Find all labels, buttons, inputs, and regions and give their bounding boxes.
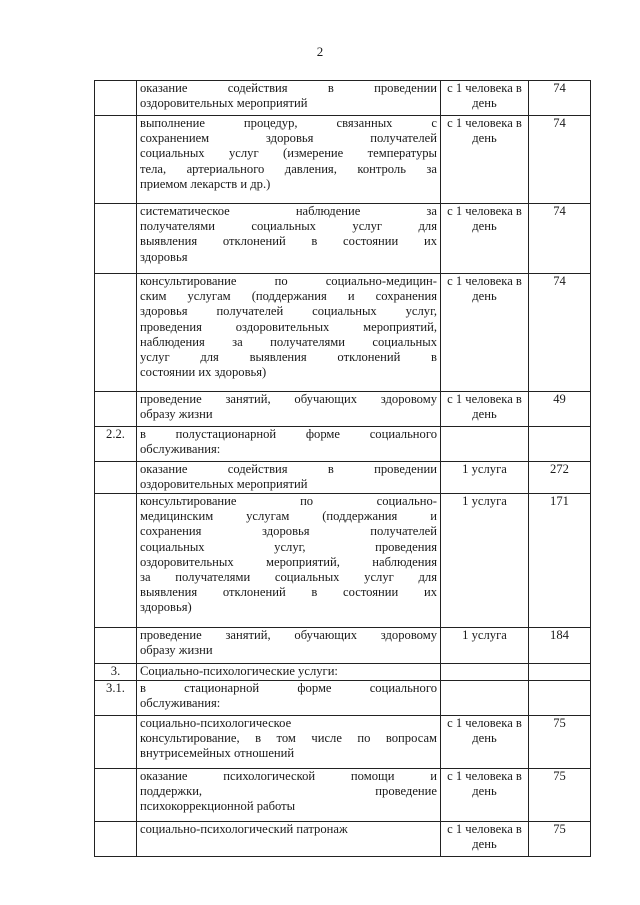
- unit-of-service: с 1 человека в день: [441, 716, 529, 769]
- page-number: 2: [316, 44, 324, 59]
- unit-of-service: с 1 человека в день: [441, 81, 529, 116]
- service-name: [137, 681, 441, 716]
- table-row: [95, 664, 591, 681]
- table-row: [95, 462, 591, 494]
- service-name-line: оказание психологической помощи и: [140, 769, 437, 783]
- table-row: [95, 81, 591, 116]
- tariff-value: 75: [529, 822, 591, 857]
- service-name-line: образу жизни: [140, 643, 213, 658]
- tariff-value: 74: [529, 116, 591, 204]
- service-name-line: за получателями социальных услуг для: [140, 570, 437, 585]
- row-number: 3.1.: [95, 681, 137, 716]
- service-name-line: приемом лекарств и др.): [140, 176, 271, 191]
- unit-of-service: 1 услуга: [441, 462, 529, 494]
- service-name: [137, 274, 441, 392]
- table-row: [95, 116, 591, 204]
- unit-of-service: с 1 человека в день: [441, 274, 529, 392]
- tariff-value: 171: [529, 494, 591, 628]
- tariff-value: 49: [529, 392, 591, 427]
- service-name: [137, 204, 441, 274]
- service-name-line: поддержки, проведение: [140, 784, 437, 799]
- unit-of-service: с 1 человека в день: [441, 204, 529, 274]
- service-name-line: сохранением здоровья получателей: [140, 131, 437, 146]
- table-row: [95, 494, 591, 628]
- service-name-line: социальных услуг, проведения: [140, 539, 437, 554]
- tariff-value: 184: [529, 628, 591, 664]
- service-name-line: медицинским услугам (поддержания и: [140, 509, 437, 524]
- tariff-table: [94, 80, 591, 857]
- service-name-line: выявления отклонений в состоянии их: [140, 234, 437, 249]
- tariff-value: 74: [529, 204, 591, 274]
- unit-of-service: с 1 человека в день: [441, 392, 529, 427]
- service-name-line: в полустационарной форме социального: [140, 427, 437, 441]
- service-name: [137, 716, 441, 769]
- service-name-line: выявления отклонений в состоянии их: [140, 585, 437, 600]
- row-number: [95, 392, 137, 427]
- tariff-value: [529, 681, 591, 716]
- service-name-line: оздоровительных мероприятий: [140, 96, 308, 111]
- table-row: [95, 274, 591, 392]
- service-name-line: социально-психологическое: [140, 716, 292, 730]
- row-number: [95, 204, 137, 274]
- service-name-line: в стационарной форме социального: [140, 681, 437, 695]
- service-name-line: систематическое наблюдение за: [140, 204, 437, 218]
- row-number: [95, 822, 137, 857]
- table-row: [95, 769, 591, 822]
- service-name-line: сохранения здоровья получателей: [140, 524, 437, 539]
- service-name-line: консультирование, в том числе по вопросам: [140, 731, 437, 746]
- table-row: [95, 427, 591, 462]
- tariff-value: [529, 664, 591, 681]
- service-name: [137, 81, 441, 116]
- service-name-line: консультирование по социально-: [140, 494, 437, 508]
- unit-of-service: [441, 427, 529, 462]
- table-row: [95, 822, 591, 857]
- row-number: [95, 462, 137, 494]
- service-name: [137, 427, 441, 462]
- service-name: [137, 494, 441, 628]
- service-name: [137, 628, 441, 664]
- service-name-line: проведения оздоровительных мероприятий,: [140, 319, 437, 334]
- service-name: [137, 462, 441, 494]
- service-name-line: получателями социальных услуг для: [140, 219, 437, 234]
- unit-of-service: [441, 681, 529, 716]
- tariff-value: 75: [529, 716, 591, 769]
- service-name-line: консультирование по социально-медицин-: [140, 274, 437, 288]
- service-name-line: проведение занятий, обучающих здоровому: [140, 392, 437, 406]
- row-number: [95, 274, 137, 392]
- service-name-line: ским услугам (поддержания и сохранения: [140, 289, 437, 304]
- unit-of-service: 1 услуга: [441, 494, 529, 628]
- service-name-line: Социально-психологические услуги:: [140, 664, 338, 678]
- service-name-line: обслуживания:: [140, 442, 221, 457]
- service-name-line: проведение занятий, обучающих здоровому: [140, 628, 437, 642]
- service-name: [137, 392, 441, 427]
- row-number: [95, 769, 137, 822]
- service-name-line: оздоровительных мероприятий: [140, 477, 308, 492]
- tariff-value: 75: [529, 769, 591, 822]
- table-row: [95, 716, 591, 769]
- service-name-line: здоровья получателей социальных услуг,: [140, 304, 437, 319]
- service-name-line: оказание содействия в проведении: [140, 81, 437, 95]
- table-row: [95, 204, 591, 274]
- unit-of-service: [441, 664, 529, 681]
- service-name: [137, 116, 441, 204]
- row-number: [95, 494, 137, 628]
- row-number: [95, 716, 137, 769]
- service-name-line: оказание содействия в проведении: [140, 462, 437, 476]
- service-name: [137, 822, 441, 857]
- service-name-line: услуг для выявления отклонений в: [140, 350, 437, 365]
- service-name: [137, 769, 441, 822]
- tariff-value: 272: [529, 462, 591, 494]
- service-name-line: обслуживания:: [140, 696, 221, 711]
- service-name-line: оздоровительных мероприятий, наблюдения: [140, 554, 437, 569]
- service-name: [137, 664, 441, 681]
- row-number: [95, 81, 137, 116]
- service-name-line: состоянии их здоровья): [140, 365, 267, 380]
- service-name-line: тела, артериального давления, контроль за: [140, 161, 437, 176]
- service-name-line: социально-психологический патронаж: [140, 822, 348, 836]
- service-name-line: выполнение процедур, связанных с: [140, 116, 437, 130]
- service-name-line: психокоррекционной работы: [140, 799, 296, 814]
- service-name-line: внутрисемейных отношений: [140, 746, 295, 761]
- unit-of-service: 1 услуга: [441, 628, 529, 664]
- service-name-line: здоровья): [140, 600, 192, 615]
- row-number: 3.: [95, 664, 137, 681]
- row-number: [95, 116, 137, 204]
- service-name-line: образу жизни: [140, 407, 213, 422]
- service-name-line: наблюдения за получателями социальных: [140, 334, 437, 349]
- tariff-value: 74: [529, 274, 591, 392]
- tariff-value: [529, 427, 591, 462]
- table-row: [95, 392, 591, 427]
- unit-of-service: с 1 человека в день: [441, 769, 529, 822]
- table-row: [95, 681, 591, 716]
- service-name-line: здоровья: [140, 249, 188, 264]
- row-number: [95, 628, 137, 664]
- table-row: [95, 628, 591, 664]
- unit-of-service: с 1 человека в день: [441, 822, 529, 857]
- tariff-value: 74: [529, 81, 591, 116]
- service-name-line: социальных услуг (измерение температуры: [140, 146, 437, 161]
- unit-of-service: с 1 человека в день: [441, 116, 529, 204]
- row-number: 2.2.: [95, 427, 137, 462]
